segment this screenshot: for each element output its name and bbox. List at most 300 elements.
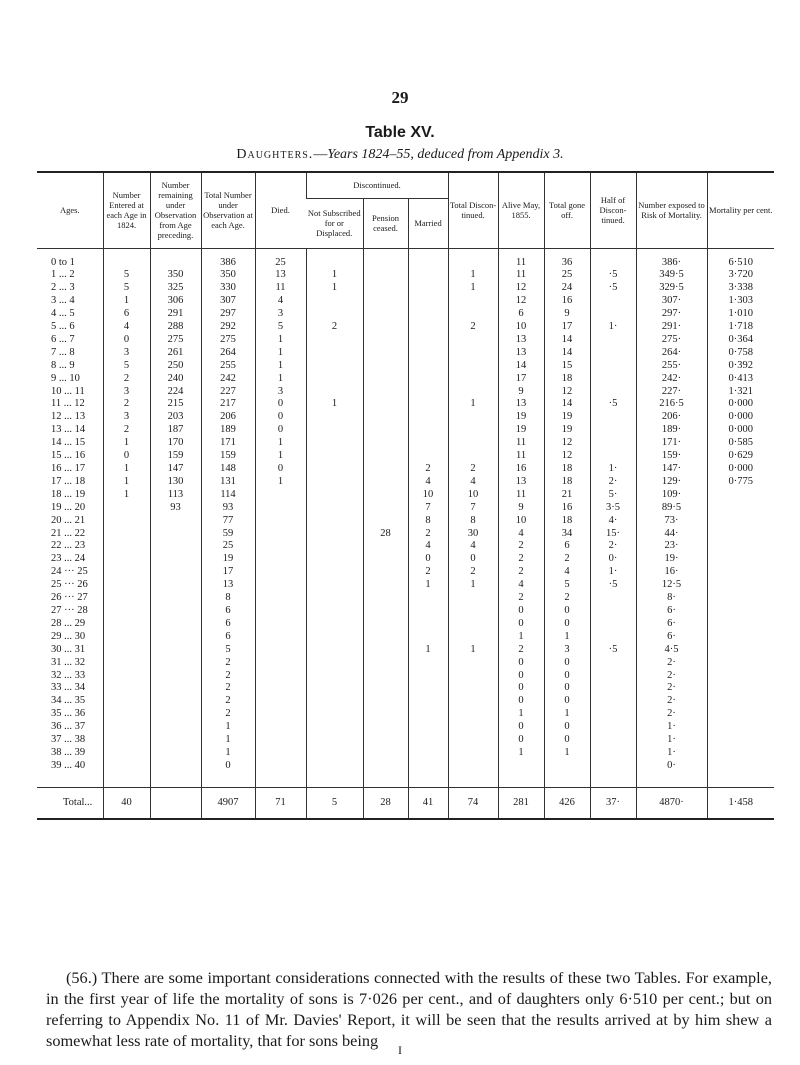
table-cell (103, 708, 150, 721)
table-cell: 1 (306, 282, 363, 295)
table-cell (363, 670, 408, 683)
table-cell: 307· (636, 295, 707, 308)
spacer-cell (363, 248, 408, 257)
table-cell (590, 605, 636, 618)
table-cell (707, 708, 774, 721)
table-cell (590, 657, 636, 670)
table-cell (363, 579, 408, 592)
table-cell (363, 502, 408, 515)
table-cell: 0·000 (707, 463, 774, 476)
header-ages: Ages. (37, 172, 103, 248)
table-cell (306, 347, 363, 360)
table-cell (306, 489, 363, 502)
age-cell: 29 ... 30 (51, 630, 86, 642)
age-cell: 12 ... 13 (51, 411, 86, 423)
table-cell (306, 476, 363, 489)
table-cell (408, 670, 448, 683)
spacer-cell (150, 773, 201, 788)
table-cell: 291· (636, 321, 707, 334)
table-cell (707, 579, 774, 592)
table-cell (306, 373, 363, 386)
table-cell: 2· (636, 708, 707, 721)
table-cell (306, 463, 363, 476)
table-row (37, 515, 774, 528)
table-cell: 291 (150, 308, 201, 321)
table-cell (255, 760, 306, 773)
table-cell (707, 605, 774, 618)
table-cell: 306 (150, 295, 201, 308)
table-cell: 0 (544, 670, 590, 683)
table-row (37, 437, 774, 450)
table-cell (498, 760, 544, 773)
table-cell: 6 (544, 540, 590, 553)
age-cell: 6 ... 7 (51, 333, 75, 345)
table-cell (408, 257, 448, 270)
age-cell: 34 ... 35 (51, 695, 86, 707)
table-cell (150, 657, 201, 670)
age-cell: 3 ... 4 (51, 295, 75, 307)
spacer-cell (103, 773, 150, 788)
table-cell: 19· (636, 553, 707, 566)
table-cell: 10 (498, 321, 544, 334)
table-cell: 19 (498, 424, 544, 437)
table-cell (408, 347, 448, 360)
table-cell: 216·5 (636, 398, 707, 411)
table-cell (363, 631, 408, 644)
table-cell: 275· (636, 334, 707, 347)
age-cell: 4 ... 5 (51, 308, 75, 320)
age-cell: 8 ... 9 (51, 359, 75, 371)
table-body (37, 248, 774, 787)
table-cell: 0 (498, 605, 544, 618)
table-cell: 2 (498, 540, 544, 553)
table-row (37, 747, 774, 760)
table-cell (590, 437, 636, 450)
table-row (37, 308, 774, 321)
page-number: 29 (391, 88, 409, 107)
table-cell (306, 657, 363, 670)
table-cell: 307 (201, 295, 255, 308)
table-cell (448, 631, 498, 644)
table-cell: 2 (448, 463, 498, 476)
table-cell: 11 (498, 257, 544, 270)
table-cell: 0·364 (707, 334, 774, 347)
table-cell (408, 424, 448, 437)
table-cell (306, 644, 363, 657)
age-cell: 26 ··· 27 (51, 592, 88, 604)
header-discontinued: Discontinued. (306, 172, 448, 198)
age-cell: 32 ... 33 (51, 669, 86, 681)
table-cell: 6·510 (707, 257, 774, 270)
table-cell: 189 (201, 424, 255, 437)
table-cell: 2 (408, 566, 448, 579)
table-cell (707, 540, 774, 553)
table-cell: 0 (544, 605, 590, 618)
table-cell: 2 (408, 463, 448, 476)
table-cell (408, 321, 448, 334)
table-cell (448, 373, 498, 386)
table-cell (363, 747, 408, 760)
age-cell: 38 ... 39 (51, 746, 86, 758)
table-cell (707, 592, 774, 605)
table-cell (255, 657, 306, 670)
age-cell: 5 ... 6 (51, 321, 75, 333)
table-cell (707, 747, 774, 760)
table-cell (448, 618, 498, 631)
age-cell: 24 ··· 25 (51, 566, 88, 578)
spacer-cell (544, 773, 590, 788)
table-cell (306, 411, 363, 424)
table-cell (103, 734, 150, 747)
table-cell: 11 (255, 282, 306, 295)
table-row (37, 347, 774, 360)
table-cell: 13 (201, 579, 255, 592)
table-cell (363, 334, 408, 347)
table-row (37, 670, 774, 683)
table-cell (306, 605, 363, 618)
table-cell: 11 (498, 437, 544, 450)
table-cell: 12 (498, 295, 544, 308)
table-cell: 0 (498, 695, 544, 708)
table-cell (150, 553, 201, 566)
table-cell: 0·000 (707, 411, 774, 424)
table-cell (103, 515, 150, 528)
table-cell: 9 (498, 386, 544, 399)
table-cell (150, 566, 201, 579)
table-cell: 129· (636, 476, 707, 489)
age-cell: 15 ... 16 (51, 450, 86, 462)
table-cell: 16· (636, 566, 707, 579)
table-cell: 1 (201, 721, 255, 734)
table-cell: 275 (201, 334, 255, 347)
table-cell (590, 760, 636, 773)
table-cell: 1 (103, 463, 150, 476)
table-cell (408, 734, 448, 747)
table-cell: 30 (448, 528, 498, 541)
table-cell: 4·5 (636, 644, 707, 657)
table-row (37, 592, 774, 605)
table-row (37, 476, 774, 489)
table-cell (103, 502, 150, 515)
table-cell (408, 682, 448, 695)
table-cell: 13 (498, 347, 544, 360)
table-cell: 18 (544, 515, 590, 528)
table-cell: 0 (544, 695, 590, 708)
table-cell (103, 631, 150, 644)
table-cell (306, 670, 363, 683)
table-cell (255, 540, 306, 553)
table-cell (707, 644, 774, 657)
table-cell: 2 (498, 592, 544, 605)
table-cell (363, 269, 408, 282)
table-cell: 0 (498, 670, 544, 683)
table-cell: 12·5 (636, 579, 707, 592)
table-cell: 147 (150, 463, 201, 476)
table-cell (306, 566, 363, 579)
table-cell: 7 (448, 502, 498, 515)
table-cell: 170 (150, 437, 201, 450)
table-cell (150, 631, 201, 644)
table-cell: 1 (498, 631, 544, 644)
table-cell: 5· (590, 489, 636, 502)
table-cell (448, 411, 498, 424)
header-not-subscribed: Not Subscribed for or Displaced. (306, 198, 363, 248)
table-cell: 59 (201, 528, 255, 541)
table-cell (707, 734, 774, 747)
table-cell (306, 618, 363, 631)
table-cell: 18 (544, 463, 590, 476)
total-cell: 281 (498, 787, 544, 819)
table-cell (255, 708, 306, 721)
table-cell: 0 (255, 424, 306, 437)
table-cell: 2 (201, 708, 255, 721)
table-cell: 6 (201, 605, 255, 618)
table-cell: 5 (255, 321, 306, 334)
total-cell: 426 (544, 787, 590, 819)
table-cell (363, 386, 408, 399)
age-cell: 23 ... 24 (51, 553, 86, 565)
table-cell: 11 (498, 269, 544, 282)
table-cell (363, 553, 408, 566)
spacer-cell (103, 248, 150, 257)
table-cell (306, 734, 363, 747)
table-cell: 15· (590, 528, 636, 541)
table-cell (590, 631, 636, 644)
table-cell (590, 721, 636, 734)
header-married: Married (408, 198, 448, 248)
header-died: Died. (255, 172, 306, 248)
table-cell (255, 670, 306, 683)
table-cell (306, 553, 363, 566)
table-cell (590, 747, 636, 760)
table-cell: 242 (201, 373, 255, 386)
table-cell (306, 579, 363, 592)
table-cell: 0 (408, 553, 448, 566)
table-cell: 1 (306, 269, 363, 282)
table-cell: 113 (150, 489, 201, 502)
table-cell: 386· (636, 257, 707, 270)
table-cell: 2 (498, 644, 544, 657)
table-cell: 2 (498, 566, 544, 579)
table-cell: 255 (201, 360, 255, 373)
table-cell: 1 (448, 282, 498, 295)
table-cell: 292 (201, 321, 255, 334)
table-cell (306, 631, 363, 644)
spacer-cell (363, 773, 408, 788)
table-row (37, 605, 774, 618)
table-cell: 5 (201, 644, 255, 657)
table-row (37, 566, 774, 579)
table-cell: 1 (255, 373, 306, 386)
header-total-gone-off: Total gone off. (544, 172, 590, 248)
age-cell: 18 ... 19 (51, 488, 86, 500)
table-cell (448, 670, 498, 683)
table-cell (363, 347, 408, 360)
age-cell: 11 ... 12 (51, 398, 85, 410)
table-cell (255, 695, 306, 708)
table-cell (448, 257, 498, 270)
table-cell: 130 (150, 476, 201, 489)
table-cell: 16 (544, 502, 590, 515)
paragraph-text: (56.) There are some important considerations connected with the results of these two Tables. For example, in the first year of life the mortality of sons is 7·026 per cent., and of daughters only 6·510 per cent.; but on referring to Appendix No. 11 of Mr. Davies' Report, it will be seen that the results arrived at by him shew a somewhat less rate of mortality, that for sons being (46, 968, 772, 1050)
spacer-cell (150, 248, 201, 257)
table-cell: ·5 (590, 644, 636, 657)
table-cell: 1 (498, 708, 544, 721)
total-cell: 1·458 (707, 787, 774, 819)
table-cell: 297 (201, 308, 255, 321)
table-cell (150, 682, 201, 695)
table-cell (363, 540, 408, 553)
table-cell: 159· (636, 450, 707, 463)
table-cell: 4 (408, 476, 448, 489)
table-cell (590, 373, 636, 386)
spacer-cell (498, 248, 544, 257)
table-cell (448, 308, 498, 321)
table-cell: 2 (544, 592, 590, 605)
table-cell (103, 760, 150, 773)
table-cell: 189· (636, 424, 707, 437)
table-cell: 4 (103, 321, 150, 334)
table-cell: 18 (544, 476, 590, 489)
table-cell: 2 (544, 553, 590, 566)
table-cell (707, 631, 774, 644)
table-row (37, 450, 774, 463)
table-cell (590, 450, 636, 463)
table-cell: 93 (201, 502, 255, 515)
age-cell: 10 ... 11 (51, 385, 85, 397)
table-cell (408, 760, 448, 773)
table-cell: 0·629 (707, 450, 774, 463)
table-cell (255, 734, 306, 747)
spacer-cell (37, 248, 103, 257)
table-row (37, 553, 774, 566)
table-cell: 10 (408, 489, 448, 502)
table-cell (408, 334, 448, 347)
table-cell: 227 (201, 386, 255, 399)
table-row (37, 489, 774, 502)
table-cell (103, 528, 150, 541)
table-cell: 2· (636, 670, 707, 683)
table-cell (707, 695, 774, 708)
table-cell (408, 592, 448, 605)
table-cell: 1· (590, 463, 636, 476)
table-cell (306, 437, 363, 450)
table-cell (103, 670, 150, 683)
table-cell: 13 (498, 334, 544, 347)
spacer-cell (707, 773, 774, 788)
table-cell (306, 360, 363, 373)
table-row (37, 295, 774, 308)
table-cell (363, 257, 408, 270)
table-cell: 0 (498, 734, 544, 747)
table-cell: 325 (150, 282, 201, 295)
table-cell: 28 (363, 528, 408, 541)
table-cell (707, 553, 774, 566)
table-cell (150, 605, 201, 618)
table-cell: 15 (544, 360, 590, 373)
table-cell (363, 282, 408, 295)
table-cell (306, 528, 363, 541)
table-cell: 0 (544, 734, 590, 747)
table-cell (408, 360, 448, 373)
table-cell: 23· (636, 540, 707, 553)
table-cell (590, 295, 636, 308)
table-cell: 1·010 (707, 308, 774, 321)
table-cell (150, 257, 201, 270)
table-cell (363, 682, 408, 695)
table-cell: 25 (201, 540, 255, 553)
spacer-row (37, 773, 774, 788)
table-cell: 1 (103, 295, 150, 308)
total-cell: 37· (590, 787, 636, 819)
spacer-cell (408, 248, 448, 257)
table-cell (363, 515, 408, 528)
age-cell: 31 ... 32 (51, 656, 86, 668)
table-cell: 13 (498, 476, 544, 489)
table-cell: 297· (636, 308, 707, 321)
age-cell: 20 ... 21 (51, 514, 86, 526)
table-cell: 5 (544, 579, 590, 592)
table-cell: 6 (201, 618, 255, 631)
table-cell: 2· (636, 695, 707, 708)
spacer-cell (707, 248, 774, 257)
table-row (37, 579, 774, 592)
table-cell: 1 (544, 747, 590, 760)
table-cell: 240 (150, 373, 201, 386)
table-row (37, 760, 774, 773)
table-cell: 14 (544, 398, 590, 411)
table-cell: 1 (498, 747, 544, 760)
table-cell: 1 (103, 437, 150, 450)
table-cell: 2· (590, 540, 636, 553)
table-cell: 10 (498, 515, 544, 528)
table-cell (408, 295, 448, 308)
table-cell: 93 (150, 502, 201, 515)
table-cell (707, 489, 774, 502)
table-cell: 6 (498, 308, 544, 321)
table-cell (150, 592, 201, 605)
table-cell: 1·718 (707, 321, 774, 334)
table-cell: 349·5 (636, 269, 707, 282)
spacer-cell (37, 773, 103, 788)
table-cell (306, 682, 363, 695)
table-row (37, 386, 774, 399)
table-row (37, 334, 774, 347)
table-cell: 0 (544, 657, 590, 670)
table-cell: 2 (448, 566, 498, 579)
table-cell (255, 515, 306, 528)
caption-italic: Years 1824–55, deduced from Appendix 3. (327, 147, 564, 162)
table-cell: 3 (103, 411, 150, 424)
table-row (37, 631, 774, 644)
table-cell: 159 (150, 450, 201, 463)
total-cell: 74 (448, 787, 498, 819)
spacer-row (37, 248, 774, 257)
age-cell: 14 ... 15 (51, 437, 86, 449)
table-cell: 329·5 (636, 282, 707, 295)
table-cell: 18 (544, 373, 590, 386)
table-cell: 330 (201, 282, 255, 295)
header-entered: Number Entered at each Age in 1824. (103, 172, 150, 248)
table-cell: 0·392 (707, 360, 774, 373)
table-cell: 12 (544, 437, 590, 450)
table-cell (363, 360, 408, 373)
table-cell (448, 605, 498, 618)
age-cell: 7 ... 8 (51, 346, 75, 358)
table-cell: 264 (201, 347, 255, 360)
table-cell: 1 (255, 437, 306, 450)
table-cell (150, 644, 201, 657)
